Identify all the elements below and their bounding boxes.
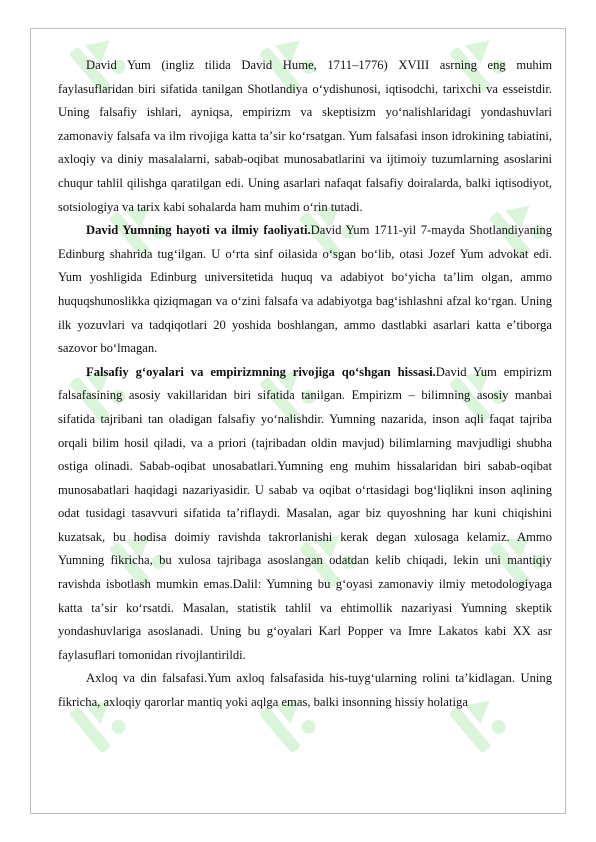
paragraph-life: [58, 219, 552, 361]
document-body: [58, 54, 552, 715]
paragraph-text: David Yum (ingliz tilida David Hume, 1711–1776) XVIII asrning eng muhim faylasuflaridan biri sifatida tanilgan Shotlandiya oʻydishunosi, iqtisodchi, tarixchi va esseistdir. Uning falsafiy ishlari, ayniqsa, empirizm va skeptisizm yoʻnalishlaridagi yondashuvlari zamonaviy falsafa va ilm rivojiga katta taʼsir koʻrsatgan. Yum falsafasi inson idrokining tabiatini, axloqiy va diniy masalalarni, sabab-oqibat munosabatlarini va ijtimoiy tuzumlarning asoslarini chuqur tahlil qilishga qaratilgan edi. Uning asarlari nafaqat falsafiy doiralarda, balki iqtisodiyot, sotsiologiya va tarix kabi sohalarda ham muhim oʻrin tutadi.: [58, 58, 552, 214]
paragraph-heading: David Yumning hayoti va ilmiy faoliyati.: [86, 223, 311, 238]
paragraph-heading: Falsafiy gʻoyalari va empirizmning rivojiga qoʻshgan hissasi.: [86, 364, 436, 379]
paragraph-text: David Yum empirizm falsafasining asosiy vakillaridan biri sifatida tanilgan. Empirizm – bilimning asosiy manbai sifatida tajribani tan oladigan falsafiy yoʻnalishdir. Yumning nazarida, inson aqli faqat tajriba orqali bilim hosil qiladi, va a priori (tajribadan oldin mavjud) bilimlarning mavjudligi shubha ostiga olinadi. Sabab-oqibat unosabatlari.Yumning eng muhim hissalaridan biri sabab-oqibat munosabatlari haqidagi nazariyasidir. U sabab va oqibat oʻrtasidagi bogʻliqlikni inson aqlining odat tusidagi tasavvuri sifatida taʼriflaydi. Masalan, agar biz quyoshning har kuni chiqishini kuzatsak, bu hodisa doimiy ravishda takrorlanishi kerak degan xulosaga kelamiz. Ammo Yumning fikricha, bu xulosa tajribaga asoslangan odatdan kelib chiqadi, lekin uni mantiqiy ravishda isbotlash mumkin emas.Dalil: Yumning bu gʻoyasi zamonaviy ilmiy metodologiyaga katta taʼsir koʻrsatdi. Masalan, statistik tahlil va ehtimollik nazariyasi Yumning skeptik yondashuvlariga asoslanadi. Uning bu gʻoyalari Karl Popper va Imre Lakatos kabi XX asr faylasuflari tomonidan rivojlantirildi.: [58, 364, 552, 662]
paragraph-text: David Yum 1711-yil 7-mayda Shotlandiyaning Edinburg shahrida tugʻilgan. U oʻrta sinf oilasida oʻsgan boʻlib, otasi Jozef Yum advokat edi. Yum yoshligida Edinburg universitetida huquq va adabiyot boʻyicha taʼlim olgan, ammo huquqshunoslikka qiziqmagan va oʻzini falsafa va adabiyotga bagʻishlashni afzal koʻrgan. Uning ilk yozuvlari va tadqiqotlari 20 yoshida boshlangan, ammo dastlabki asarlari katta eʼtiborga sazovor boʻlmagan.: [58, 223, 552, 356]
paragraph-intro: [58, 54, 552, 219]
paragraph-text: Axloq va din falsafasi.Yum axloq falsafasida his-tuygʻularning rolini taʼkidlagan. Uning fikricha, axloqiy qarorlar mantiq yoki aqlga emas, balki insonning hissiy holatiga: [58, 671, 552, 710]
paragraph-empiricism: [58, 361, 552, 668]
paragraph-ethics: [58, 667, 552, 714]
